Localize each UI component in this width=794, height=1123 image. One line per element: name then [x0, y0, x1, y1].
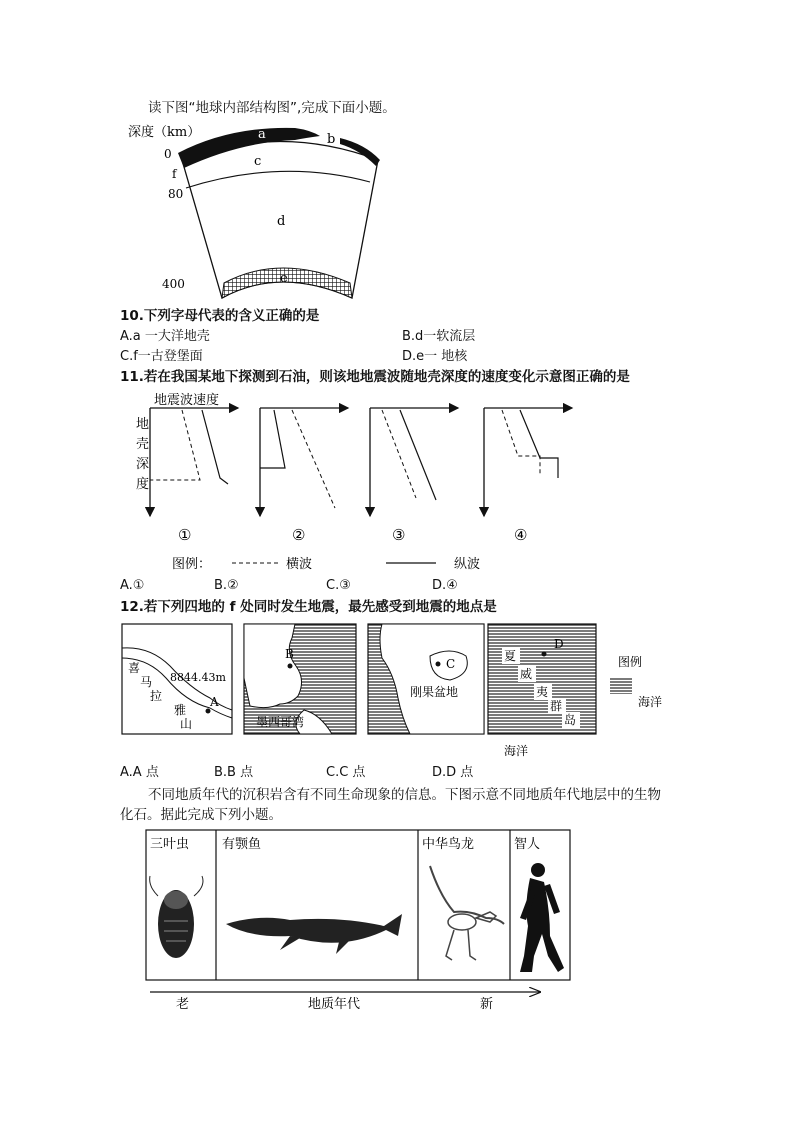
label-a: a — [258, 127, 266, 142]
map-legend-swatch — [610, 678, 632, 694]
map4-char-3: 夷 — [536, 685, 549, 699]
map1-char-2: 马 — [140, 675, 153, 689]
panel-label-2: ② — [292, 526, 306, 544]
intro2-line1: 不同地质年代的沉积岩含有不同生命现象的信息。下图示意不同地质年代地层中的生物 — [148, 787, 661, 803]
q12-option-a[interactable]: A.A 点 — [120, 765, 159, 780]
point-d-marker — [542, 652, 547, 657]
legend-title: 图例： — [172, 557, 212, 572]
axis-new: 新 — [480, 997, 494, 1012]
q10-option-a[interactable]: A.a 一大洋地壳 — [120, 329, 210, 344]
earthquake-maps-figure — [120, 618, 680, 758]
panel-4 — [484, 408, 572, 516]
map1-char-1: 喜 — [128, 661, 141, 675]
label-trilobite: 三叶虫 — [150, 837, 190, 852]
q12-option-c[interactable]: C.C 点 — [326, 765, 366, 780]
map-legend-title: 图例 — [618, 655, 643, 669]
intro-text: 读下图“地球内部结构图”,完成下面小题。 — [148, 100, 396, 116]
map4-char-5: 岛 — [564, 713, 577, 727]
label-d: d — [277, 214, 286, 229]
map1-char-4: 雅 — [174, 703, 187, 717]
map-caption: 海洋 — [504, 744, 529, 758]
map1-char-5: 山 — [180, 717, 193, 731]
map1-point-label: A — [210, 695, 219, 709]
axis-x-label: 地震波速度 — [154, 393, 220, 408]
map1-height: 8844.43m — [170, 671, 226, 684]
label-c: c — [254, 154, 262, 169]
tick-80: 80 — [168, 187, 184, 201]
q12-option-b[interactable]: B.B 点 — [214, 765, 254, 780]
q11-option-d[interactable]: D.④ — [432, 578, 458, 593]
map2-label: 墨西哥湾 — [256, 715, 305, 729]
seismic-wave-figure — [120, 388, 600, 578]
q12-option-d[interactable]: D.D 点 — [432, 765, 474, 780]
q11-option-c[interactable]: C.③ — [326, 578, 351, 593]
q10-stem: 10.下列字母代表的含义正确的是 — [120, 308, 320, 324]
map4-point-label: D — [554, 637, 564, 651]
tick-f: f — [172, 167, 177, 181]
q10-option-d[interactable]: D.e一 地核 — [402, 349, 468, 364]
axis-y-char-3: 深 — [136, 457, 150, 472]
label-sinornithosaurus: 中华鸟龙 — [422, 837, 475, 852]
map-hawaii — [488, 624, 596, 734]
map1-char-3: 拉 — [150, 689, 163, 703]
panel-3 — [370, 408, 458, 516]
q11-stem: 11.若在我国某地下探测到石油，则该地地震波随地壳深度的速度变化示意图正确的是 — [120, 369, 630, 385]
legend-p-wave: 纵波 — [454, 557, 481, 572]
axis-y-char-4: 度 — [136, 477, 150, 492]
axis-y-char-1: 地 — [136, 417, 150, 432]
map4-char-1: 夏 — [504, 649, 517, 663]
panel-label-4: ④ — [514, 526, 528, 544]
panel-1 — [150, 408, 238, 516]
q11-option-b[interactable]: B.② — [214, 578, 239, 593]
map-himalaya — [122, 624, 232, 734]
fossil-figure — [140, 826, 580, 1016]
axis-geologic-age: 地质年代 — [308, 997, 361, 1012]
map-legend-ocean: 海洋 — [638, 695, 663, 709]
axis-y-char-2: 壳 — [136, 437, 150, 452]
panel-2 — [260, 408, 348, 516]
point-b-marker — [288, 664, 293, 669]
q11-option-a[interactable]: A.① — [120, 578, 145, 593]
map3-point-label: C — [446, 657, 456, 671]
point-c-marker — [436, 662, 441, 667]
q10-option-b[interactable]: B.d一软流层 — [402, 329, 476, 344]
earth-structure-figure — [120, 118, 390, 303]
q10-option-c[interactable]: C.f一古登堡面 — [120, 349, 203, 364]
map4-char-4: 群 — [550, 699, 563, 713]
point-a-marker — [206, 709, 211, 714]
label-homo-sapiens: 智人 — [514, 837, 541, 852]
label-b: b — [327, 132, 336, 147]
tick-0: 0 — [164, 147, 172, 161]
panel-label-3: ③ — [392, 526, 406, 544]
map-congo-basin — [368, 624, 484, 734]
map-gulf-of-mexico — [244, 624, 356, 734]
depth-label: 深度（km） — [128, 125, 201, 140]
axis-old: 老 — [176, 997, 190, 1012]
map2-point-label: B — [285, 647, 294, 661]
panel-label-1: ① — [178, 526, 192, 544]
intro2-line2: 化石。据此完成下列小题。 — [120, 807, 282, 823]
label-e: e — [280, 271, 288, 286]
map3-label: 刚果盆地 — [410, 685, 459, 699]
label-jawed-fish: 有颚鱼 — [222, 837, 262, 852]
legend-s-wave: 横波 — [286, 557, 313, 572]
q12-stem: 12.若下列四地的 f 处同时发生地震，最先感受到地震的地点是 — [120, 599, 497, 615]
fossil-frame — [146, 830, 570, 980]
tick-400: 400 — [162, 277, 185, 291]
map4-char-2: 威 — [520, 667, 533, 681]
